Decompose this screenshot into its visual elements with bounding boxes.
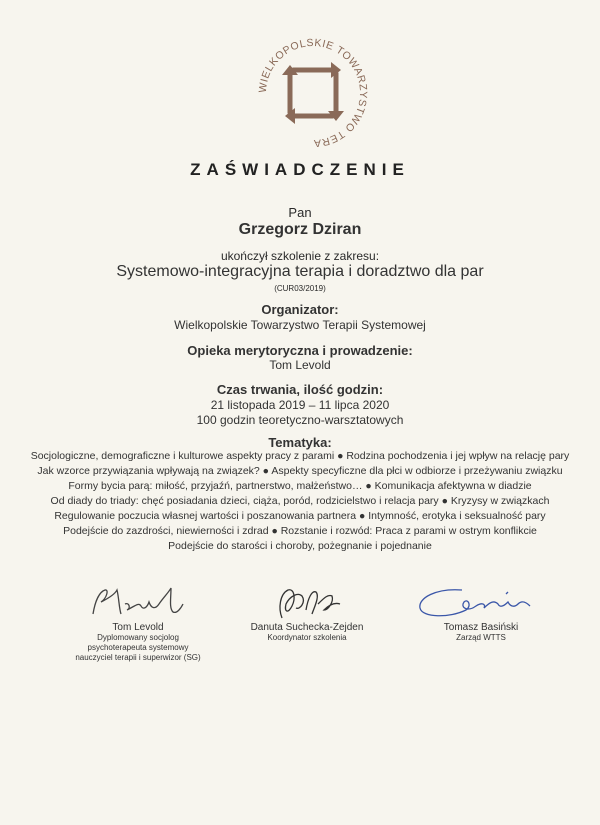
wtts-logo [238, 18, 388, 168]
duration-dates: 21 listopada 2019 – 11 lipca 2020 [210, 398, 390, 412]
topic-line: Regulowanie poczucia własnej wartości i poszanowania partnera ● Intymność, erotyka i seksualność pary [54, 510, 546, 522]
course-code: (CUR03/2019) [274, 284, 326, 293]
recipient-name: Grzegorz Dziran [238, 221, 362, 238]
signature-block-levold [58, 584, 218, 663]
completed-text: ukończył szkolenie z zakresu: [220, 249, 380, 263]
topic-line: Formy bycia parą: miłość, przyjaźń, partnerstwo, małżeństwo… ● Komunikacja afektywna w diadzie [68, 480, 532, 492]
signatory-name: Danuta Suchecka-Zejden [250, 622, 364, 633]
signatory-name: Tomasz Basiński [443, 622, 519, 633]
logo-ring-text: WIELKOPOLSKIE TOWARZYSTWO TERA [256, 36, 370, 150]
organizer-value: Wielkopolskie Towarzystwo Terapii Systemowej [174, 318, 426, 332]
signature-block-suchecka [232, 584, 382, 643]
duration-hours: 100 godzin teoretyczno-warsztatowych [196, 413, 404, 427]
handwritten-signature-icon [406, 582, 556, 622]
signatory-name: Tom Levold [112, 622, 164, 633]
signatory-title: Zarząd WTTS [456, 633, 506, 642]
certificate-title: ZAŚWIADCZENIE [190, 160, 410, 179]
signatory-title: nauczyciel terapii i superwizor (SG) [75, 653, 201, 662]
topic-line: Jak wzorce przywiązania wpływają na związek? ● Aspekty specyficzne dla płci w odbiorze i przeżywaniu związku [37, 465, 563, 477]
topic-line: Podejście do starości i choroby, pożegnanie i pojednanie [168, 540, 432, 552]
signatory-title: Dyplomowany socjolog [97, 633, 179, 642]
topic-line: Socjologiczne, demograficzne i kulturowe aspekty pracy z parami ● Rodzina pochodzenia i jej wpływ na relację pary [30, 450, 570, 462]
course-title: Systemowo-integracyjna terapia i doradztwo dla par [116, 263, 484, 280]
topics-list [0, 449, 600, 554]
supervision-value: Tom Levold [269, 358, 331, 372]
topics-heading: Tematyka: [268, 435, 332, 450]
salutation: Pan [288, 205, 312, 220]
handwritten-signature-icon [262, 584, 352, 622]
organizer-heading: Organizator: [261, 302, 339, 317]
handwritten-signature-icon [83, 584, 193, 622]
logo-emblem-icon [238, 18, 388, 168]
signatory-title: psychoterapeuta systemowy [87, 643, 189, 652]
duration-heading: Czas trwania, ilość godzin: [216, 382, 384, 397]
signatory-title: Koordynator szkolenia [267, 633, 347, 642]
topic-line: Podejście do zazdrości, niewierności i zdrad ● Rozstanie i rozwód: Praca z parami w ostrym konflikcie [63, 525, 537, 537]
signature-block-basinski [396, 582, 566, 643]
topic-line: Od diady do triady: chęć posiadania dzieci, ciąża, poród, rodzicielstwo i relacja pary ● Kryzysy w związkach [50, 495, 550, 507]
supervision-heading: Opieka merytoryczna i prowadzenie: [187, 343, 413, 358]
